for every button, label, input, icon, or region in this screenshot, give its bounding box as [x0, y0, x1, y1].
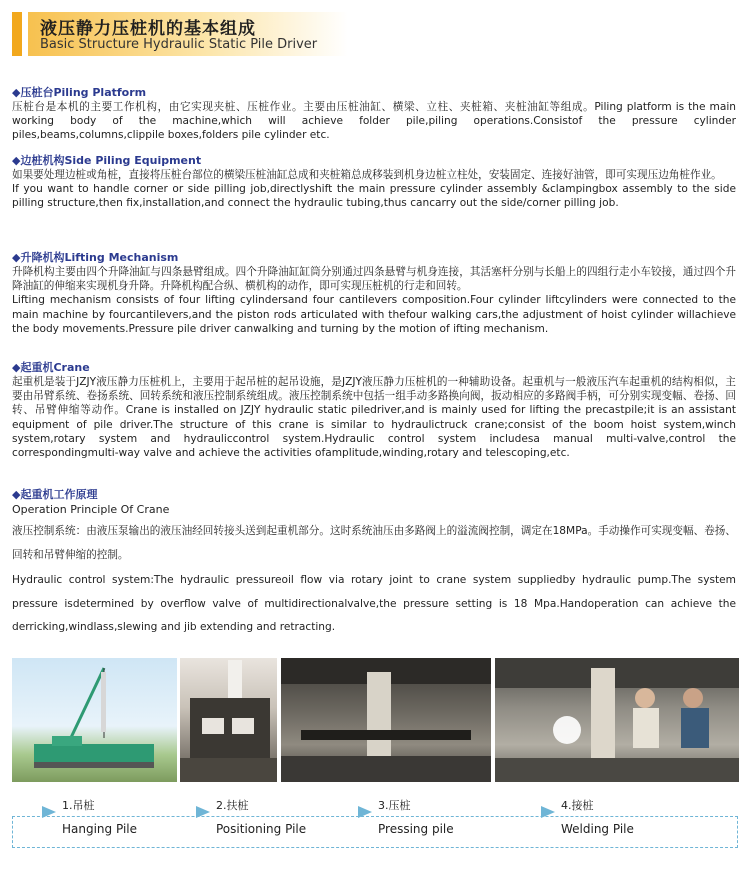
press-illustration — [281, 658, 491, 782]
step-label-1: Hanging Pile — [62, 822, 137, 836]
section-text-side-piling-en: If you want to handle corner or side pilling job,directlyshift the main pressure cylinder assembly &clampingbox assembly to the side pilling structure,then fix,installation,and connect the hydraulic tubing,thus cancarry out the side/corner pilling job. — [12, 183, 736, 210]
section-operation — [12, 488, 736, 640]
section-heading-piling-platform: ◆压桩台Piling Platform — [12, 86, 147, 99]
photo-hanging-pile — [12, 658, 177, 782]
step-label-3: Pressing pile — [378, 822, 454, 836]
page-title: 液压静力压桩机的基本组成 — [40, 19, 256, 39]
photo-pressing-pile — [281, 658, 491, 782]
welding-illustration — [495, 658, 739, 782]
header-accent-bar — [12, 12, 22, 56]
step-arrow-icon — [42, 806, 56, 818]
section-heading-operation: ◆起重机工作原理 — [12, 488, 98, 501]
section-subheading-operation: Operation Principle Of Crane — [12, 503, 170, 516]
crane-illustration — [12, 658, 177, 782]
section-piling-platform — [12, 86, 736, 143]
section-crane — [12, 361, 736, 460]
pile-stack-illustration — [180, 658, 277, 782]
step-label-4: Welding Pile — [561, 822, 634, 836]
step-arrow-icon — [196, 806, 210, 818]
section-text-crane: 起重机是装于JZJY液压静力压桩机上，主要用于起吊桩的起吊设施，是JZJY液压静力压桩机的一种辅助设备。起重机与一般液压汽车起重机的结构相似，主要由吊臂系统、卷扬系统、回转系统和液压控制系统组成。液压控制系统中包括一组手动多路换向阀，扳动相应的多路阀手柄，可分别实现变幅、卷扬、回转、吊臂伸缩等动作。Crane is installed on JZJY hydraulic static piledriver,and is mainly used for lifting the precastpile;it is an assistant equipment of pile driver.The structure of this crane is similar to hydraulictruck crane;consist of the boom hoist system,winch system,rotary system and hydrauliccontrol system.Hydraulic control system includesa manual multi-valve,control the correspondingmulti-way valve and achieve the activities ofamplitude,winding,rotary and telescoping,etc. — [12, 376, 736, 460]
step-label-2: Positioning Pile — [216, 822, 307, 836]
step-arrow-icon — [358, 806, 372, 818]
section-text-side-piling-cn: 如果要处理边桩或角桩，直接将压桩台部位的横梁压桩油缸总成和夹桩箱总成移装到机身边桩立柱处，安装固定、连接好油管，即可实现压边角桩作业。 — [12, 169, 722, 181]
section-heading-lifting: ◆升降机构Lifting Mechanism — [12, 251, 179, 264]
page-subtitle: Basic Structure Hydraulic Static Pile Driver — [40, 37, 318, 52]
photo-welding-pile — [495, 658, 739, 782]
step-arrow-icon — [541, 806, 555, 818]
photo-positioning-pile — [180, 658, 277, 782]
step-number-1: 1.吊桩 — [62, 799, 95, 812]
section-lifting — [12, 251, 736, 336]
section-heading-crane: ◆起重机Crane — [12, 361, 90, 374]
section-heading-side-piling: ◆边桩机构Side Piling Equipment — [12, 154, 202, 167]
section-text-operation-en: Hydraulic control system:The hydraulic pressureoil flow via rotary joint to crane system suppliedby hydraulic pump.The system pressure isdetermined by overflow valve of multidirectionalvalve,the pressure setting is 18 Mpa.Handoperation can achieve the derricking,windlass,slewing and jib extending and retracting. — [12, 574, 736, 633]
section-text-lifting-en: Lifting mechanism consists of four lifting cylindersand four cantilevers composition.Four cylinder liftcylinders were connected to the main machine by fourcantilevers,and the piston rods articulated with thefour walking cars,the adjustment of hoist cylinder willachieve the body movements.Pressure pile driver canwalking and turning by the motion of ifting mechanism. — [12, 294, 736, 335]
step-number-4: 4.接桩 — [561, 799, 594, 812]
section-text-piling-platform: 压桩台是本机的主要工作机构，由它实现夹桩、压桩作业。主要由压桩油缸、横梁、立柱、夹桩箱、夹桩油缸等组成。Piling platform is the main working body of the machine,which will achieve folder pile,piling operations.Consistof the pressure cylinder piles,beams,columns,clippile boxes,folders pile cylinder etc. — [12, 101, 736, 142]
section-side-piling — [12, 154, 736, 211]
section-text-lifting-cn: 升降机构主要由四个升降油缸与四条悬臂组成。四个升降油缸缸筒分别通过四条悬臂与机身连接，其活塞杆分别与长船上的四组行走小车铰接，通过四个升降油缸的伸缩来实现机身升降。升降机构配合纵、横机构的动作，即可实现压桩机的行走和回转。 — [12, 266, 736, 293]
step-number-3: 3.压桩 — [378, 799, 411, 812]
section-text-operation-cn: 液压控制系统：由液压泵输出的液压油经回转接头送到起重机部分。这时系统油压由多路阀上的溢流阀控制，调定在18MPa。手动操作可实现变幅、卷扬、回转和吊臂伸缩的控制。 — [12, 525, 736, 561]
step-number-2: 2.扶桩 — [216, 799, 249, 812]
